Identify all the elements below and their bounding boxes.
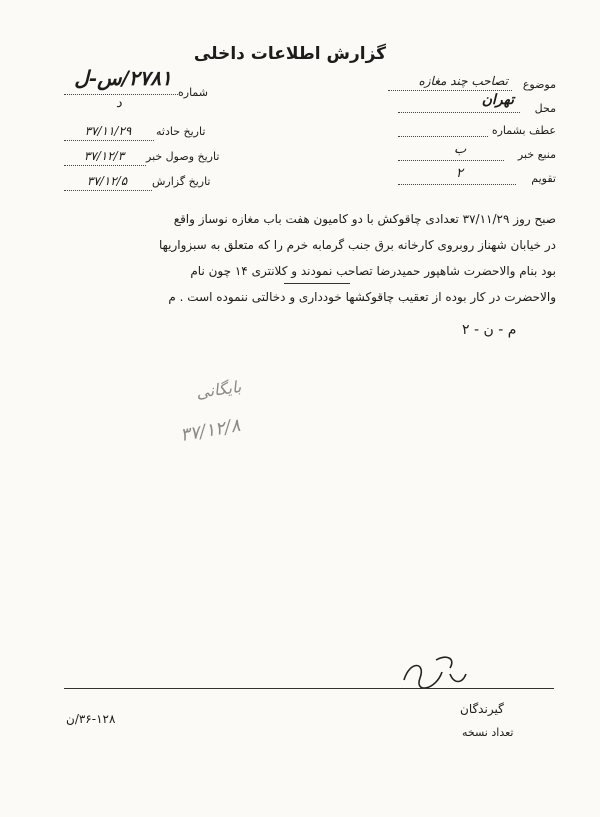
report-date-label: تاریخ گزارش (152, 175, 211, 188)
calendar-value: ۲ (456, 166, 463, 181)
source-line (398, 160, 504, 161)
number-value: ۲۷۸۱/س-ل (74, 66, 172, 90)
recipients-label: گیرندگان (460, 702, 504, 716)
location-value: تهران (481, 92, 514, 108)
reference-line (398, 136, 488, 137)
received-date-label: تاریخ وصول خبر (146, 150, 220, 163)
calendar-label: تقویم (531, 172, 556, 185)
calendar-line (398, 184, 516, 185)
location-label: محل (534, 102, 556, 115)
number-label: شماره (178, 86, 209, 99)
body-line-4: والاحضرت در کار بوده از تعقیب چاقوکشها خودداری و دخالتی ننموده است . م (168, 290, 556, 304)
location-line (398, 112, 520, 113)
number-suffix: د (116, 96, 122, 111)
number-underline (64, 94, 178, 95)
subject-line (388, 90, 512, 91)
body-underline (284, 283, 350, 284)
subject-value: تصاحب چند مغازه (418, 74, 508, 88)
body-line-2: در خیابان شهناز روبروی کارخانه برق جنب گرمابه خرم را که متعلق به سبزواریها (158, 238, 556, 252)
margin-note-2: ۳۷/۱۲/۸ (178, 414, 242, 447)
document-title: گزارش اطلاعات داخلی (193, 44, 387, 64)
incident-date-value: ۳۷/۱۱/۲۹ (84, 124, 132, 138)
signature-mark (396, 650, 476, 700)
copies-label: تعداد نسخه (462, 726, 514, 739)
footer-rule (64, 688, 554, 689)
footer-reference: ۳۶-۱۲۸/ن (66, 712, 116, 726)
received-date-value: ۳۷/۱۲/۳ (83, 149, 125, 163)
received-date-line (64, 165, 146, 166)
body-line-3: بود بنام والاحضرت شاهپور حمیدرضا تصاحب نمودند و کلانتری ۱۴ چون نام (190, 264, 556, 278)
incident-date-line (64, 140, 154, 141)
reference-label: عطف بشماره (491, 124, 556, 137)
margin-note-1: بایگانی (194, 376, 243, 403)
report-date-line (64, 190, 152, 191)
incident-date-label: تاریخ حادثه (156, 125, 206, 138)
body-signoff: م - ن - ۲ (462, 322, 517, 338)
source-label: منبع خبر (517, 148, 556, 161)
source-value: ب (454, 142, 467, 157)
report-date-value: ۳۷/۱۲/۵ (86, 174, 128, 188)
subject-label: موضوع (522, 78, 556, 91)
body-line-1: صبح روز ۳۷/۱۱/۲۹ تعدادی چاقوکش با دو کامیون هفت باب مغازه نوساز واقع (173, 212, 556, 226)
